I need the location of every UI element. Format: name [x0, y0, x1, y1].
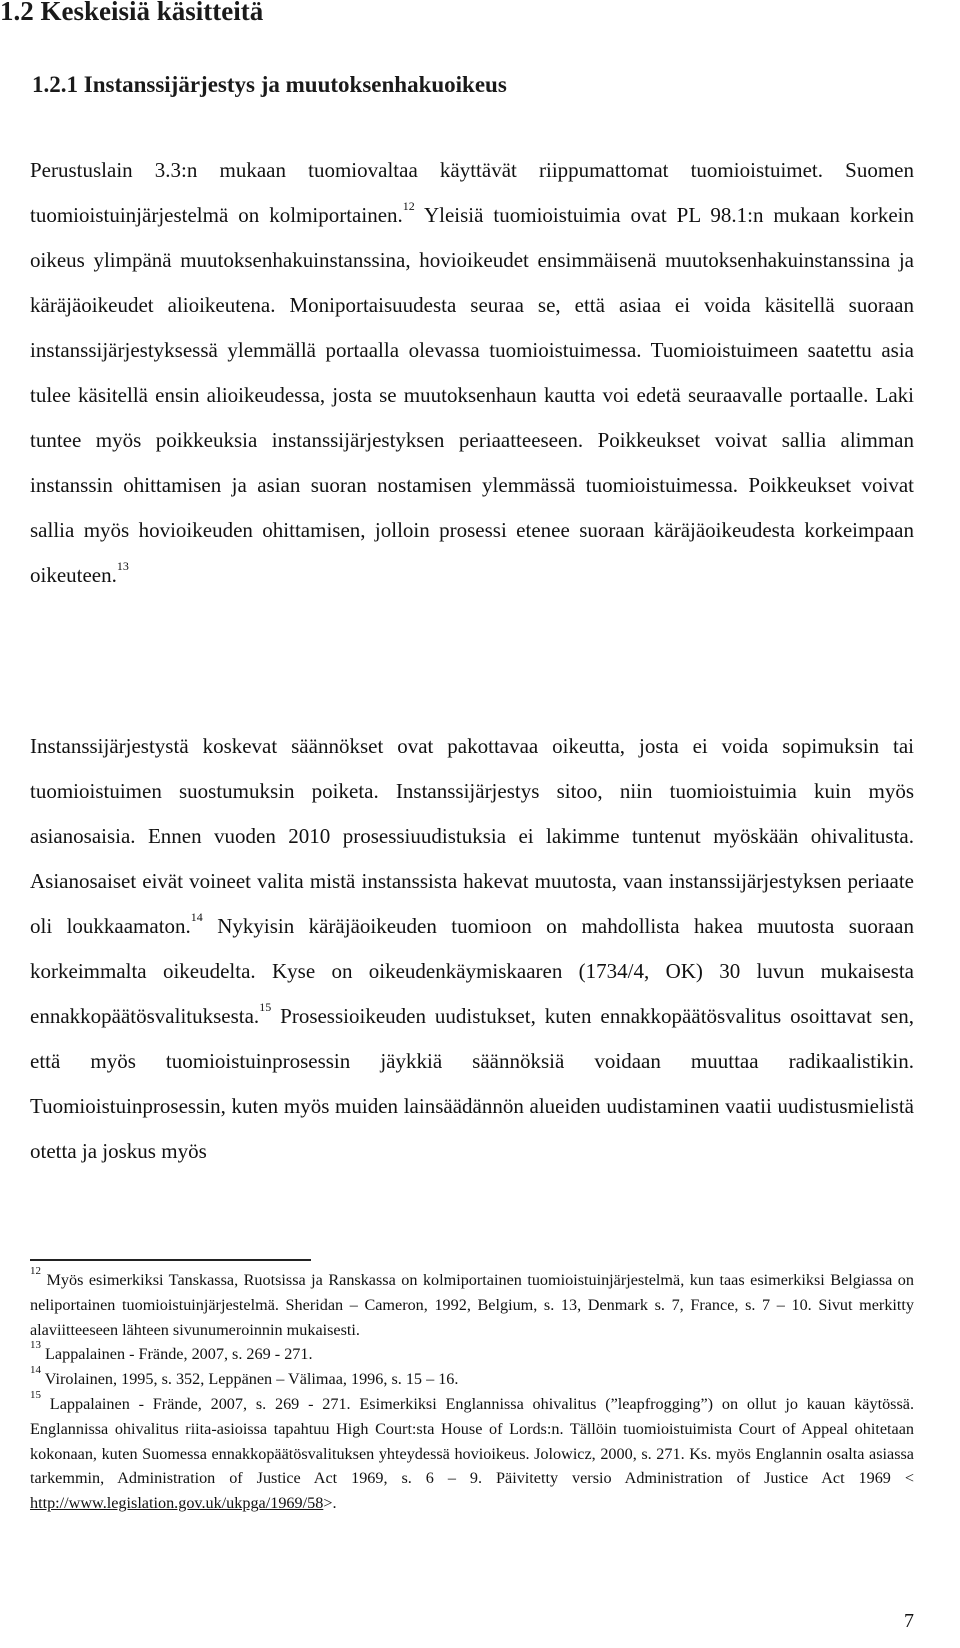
- footnote-ref-15[interactable]: 15: [259, 1000, 272, 1014]
- footnote-text: Lappalainen - Frände, 2007, s. 269 - 271.: [41, 1345, 313, 1364]
- footnote-number: 15: [30, 1388, 41, 1401]
- footnote-ref-12[interactable]: 12: [402, 199, 415, 213]
- paragraph-text: Instanssijärjestystä koskevat säännökset ovat pakottavaa oikeutta, josta ei voida sopimuksin tai tuomioistuimen suostumuksin poiketa. Instanssijärjestys sitoo, niin tuomioistuimia kuin myös asianosaisia. Ennen vuoden 2010 prosessiuudistuksia ei lakimme tuntenut myöskään ohivalitusta. Asianosaiset eivät voineet valita mistä instanssista hakevat muutosta, vaan instanssijärjestyksen periaate oli loukkaamaton.: [30, 734, 914, 938]
- section-heading: 1.2 Keskeisiä käsitteitä: [0, 0, 264, 26]
- footnote-15: [30, 1388, 914, 1516]
- footnote-number: 13: [30, 1339, 41, 1351]
- paragraph-text: Yleisiä tuomioistuimia ovat PL 98.1:n mukaan korkein oikeus ylimpänä muutoksenhakuinstanssina, hovioikeudet ensimmäisenä muutoksenhakuinstanssina ja käräjäoikeudet alioikeutena. Moniportaisuudesta seuraa se, että asiaa ei voida käsitellä suoraan instanssijärjestyksessä ylemmällä portaalla olevassa tuomioistuimessa. Tuomioistuimeen saatettu asia tulee käsitellä ensin alioikeudessa, josta se muutoksenhaun kautta voi edetä seuraavalle portaalle. Laki tuntee myös poikkeuksia instanssijärjestyksen periaatteeseen. Poikkeukset voivat sallia alimman instanssin ohittamisen ja asian suoran nostamisen ylemmässä tuomioistuimessa. Poikkeukset voivat sallia myös hovioikeuden ohittamisen, jolloin prosessi etenee suoraan käräjäoikeudesta korkeimpaan oikeuteen.: [30, 203, 915, 587]
- footnote-number: 12: [30, 1264, 41, 1277]
- body-paragraph-2: [30, 724, 914, 1174]
- footnote-ref-14[interactable]: 14: [190, 910, 203, 924]
- footnote-12: [30, 1264, 914, 1342]
- footnote-number: 14: [30, 1363, 41, 1376]
- body-paragraph-1: [30, 148, 914, 598]
- paragraph-text: Prosessioikeuden uudistukset, kuten ennakkopäätösvalitus osoittavat sen, että myös tuomioistuinprosessin jäykkiä säännöksiä voidaan muuttaa radikaalistikin. Tuomioistuinprosessin, kuten myös muiden lainsäädännön alueiden uudistaminen vaatii uudistusmielistä otetta ja joskus myös: [30, 1004, 914, 1163]
- paragraph-text: Perustuslain 3.3:n mukaan tuomiovaltaa käyttävät riippumattomat tuomioistuimet. Suomen tuomioistuinjärjestelmä on kolmiportainen.: [30, 158, 914, 227]
- footnote-14: [30, 1363, 914, 1392]
- footnote-text: Virolainen, 1995, s. 352, Leppänen – Välimaa, 1996, s. 15 – 16.: [41, 1370, 459, 1389]
- footnotes: [30, 1264, 914, 1516]
- footnote-13: [30, 1339, 914, 1367]
- footnote-text: Myös esimerkiksi Tanskassa, Ruotsissa ja Ranskassa on kolmiportainen tuomioistuinjärjestelmä, kun taas esimerkiksi Belgiassa on neliportainen tuomioistuinjärjestelmä. Sheridan – Cameron, 1992, Belgium, s. 13, Denmark s. 7, France, s. 7 – 10. Sivut merkitty alaviitteeseen lähteen sivunumeroinnin mukaisesti.: [30, 1271, 914, 1339]
- footnote-text: Lappalainen - Frände, 2007, s. 269 - 271. Esimerkiksi Englannissa ohivalitus (”leapfrogging”) on ollut jo kauan käytössä. Englannissa ohivalitus riita-asioissa tapahtuu High Court:sta House of Lords:n. Tällöin tuomioistuimista Court of Appeal ohitetaan kokonaan, kuten Suomessa ennakkopäätösvalituksen yhteydessä hovioikeus. Jolowicz, 2000, s. 271. Ks. myös Englannin osalta asiassa tarkemmin, Administration of Justice Act 1969, s. 6 – 9. Päivitetty versio Administration of Justice Act 1969 <: [30, 1394, 914, 1488]
- subsection-heading: 1.2.1 Instanssijärjestys ja muutoksenhakuoikeus: [32, 72, 507, 97]
- footnote-text: >.: [323, 1494, 337, 1513]
- paragraph-text: Nykyisin käräjäoikeuden tuomioon on mahdollista hakea muutosta suoraan korkeimmalta oikeudelta. Kyse on oikeudenkäymiskaaren (1734/4, OK) 30 luvun mukaisesta ennakkopäätösvalituksesta.: [30, 914, 915, 1028]
- footnote-separator: [30, 1259, 311, 1261]
- legislation-link[interactable]: http://www.legislation.gov.uk/ukpga/1969/58: [30, 1494, 324, 1513]
- footnote-ref-13[interactable]: 13: [116, 559, 129, 573]
- page-number: 7: [904, 1610, 914, 1632]
